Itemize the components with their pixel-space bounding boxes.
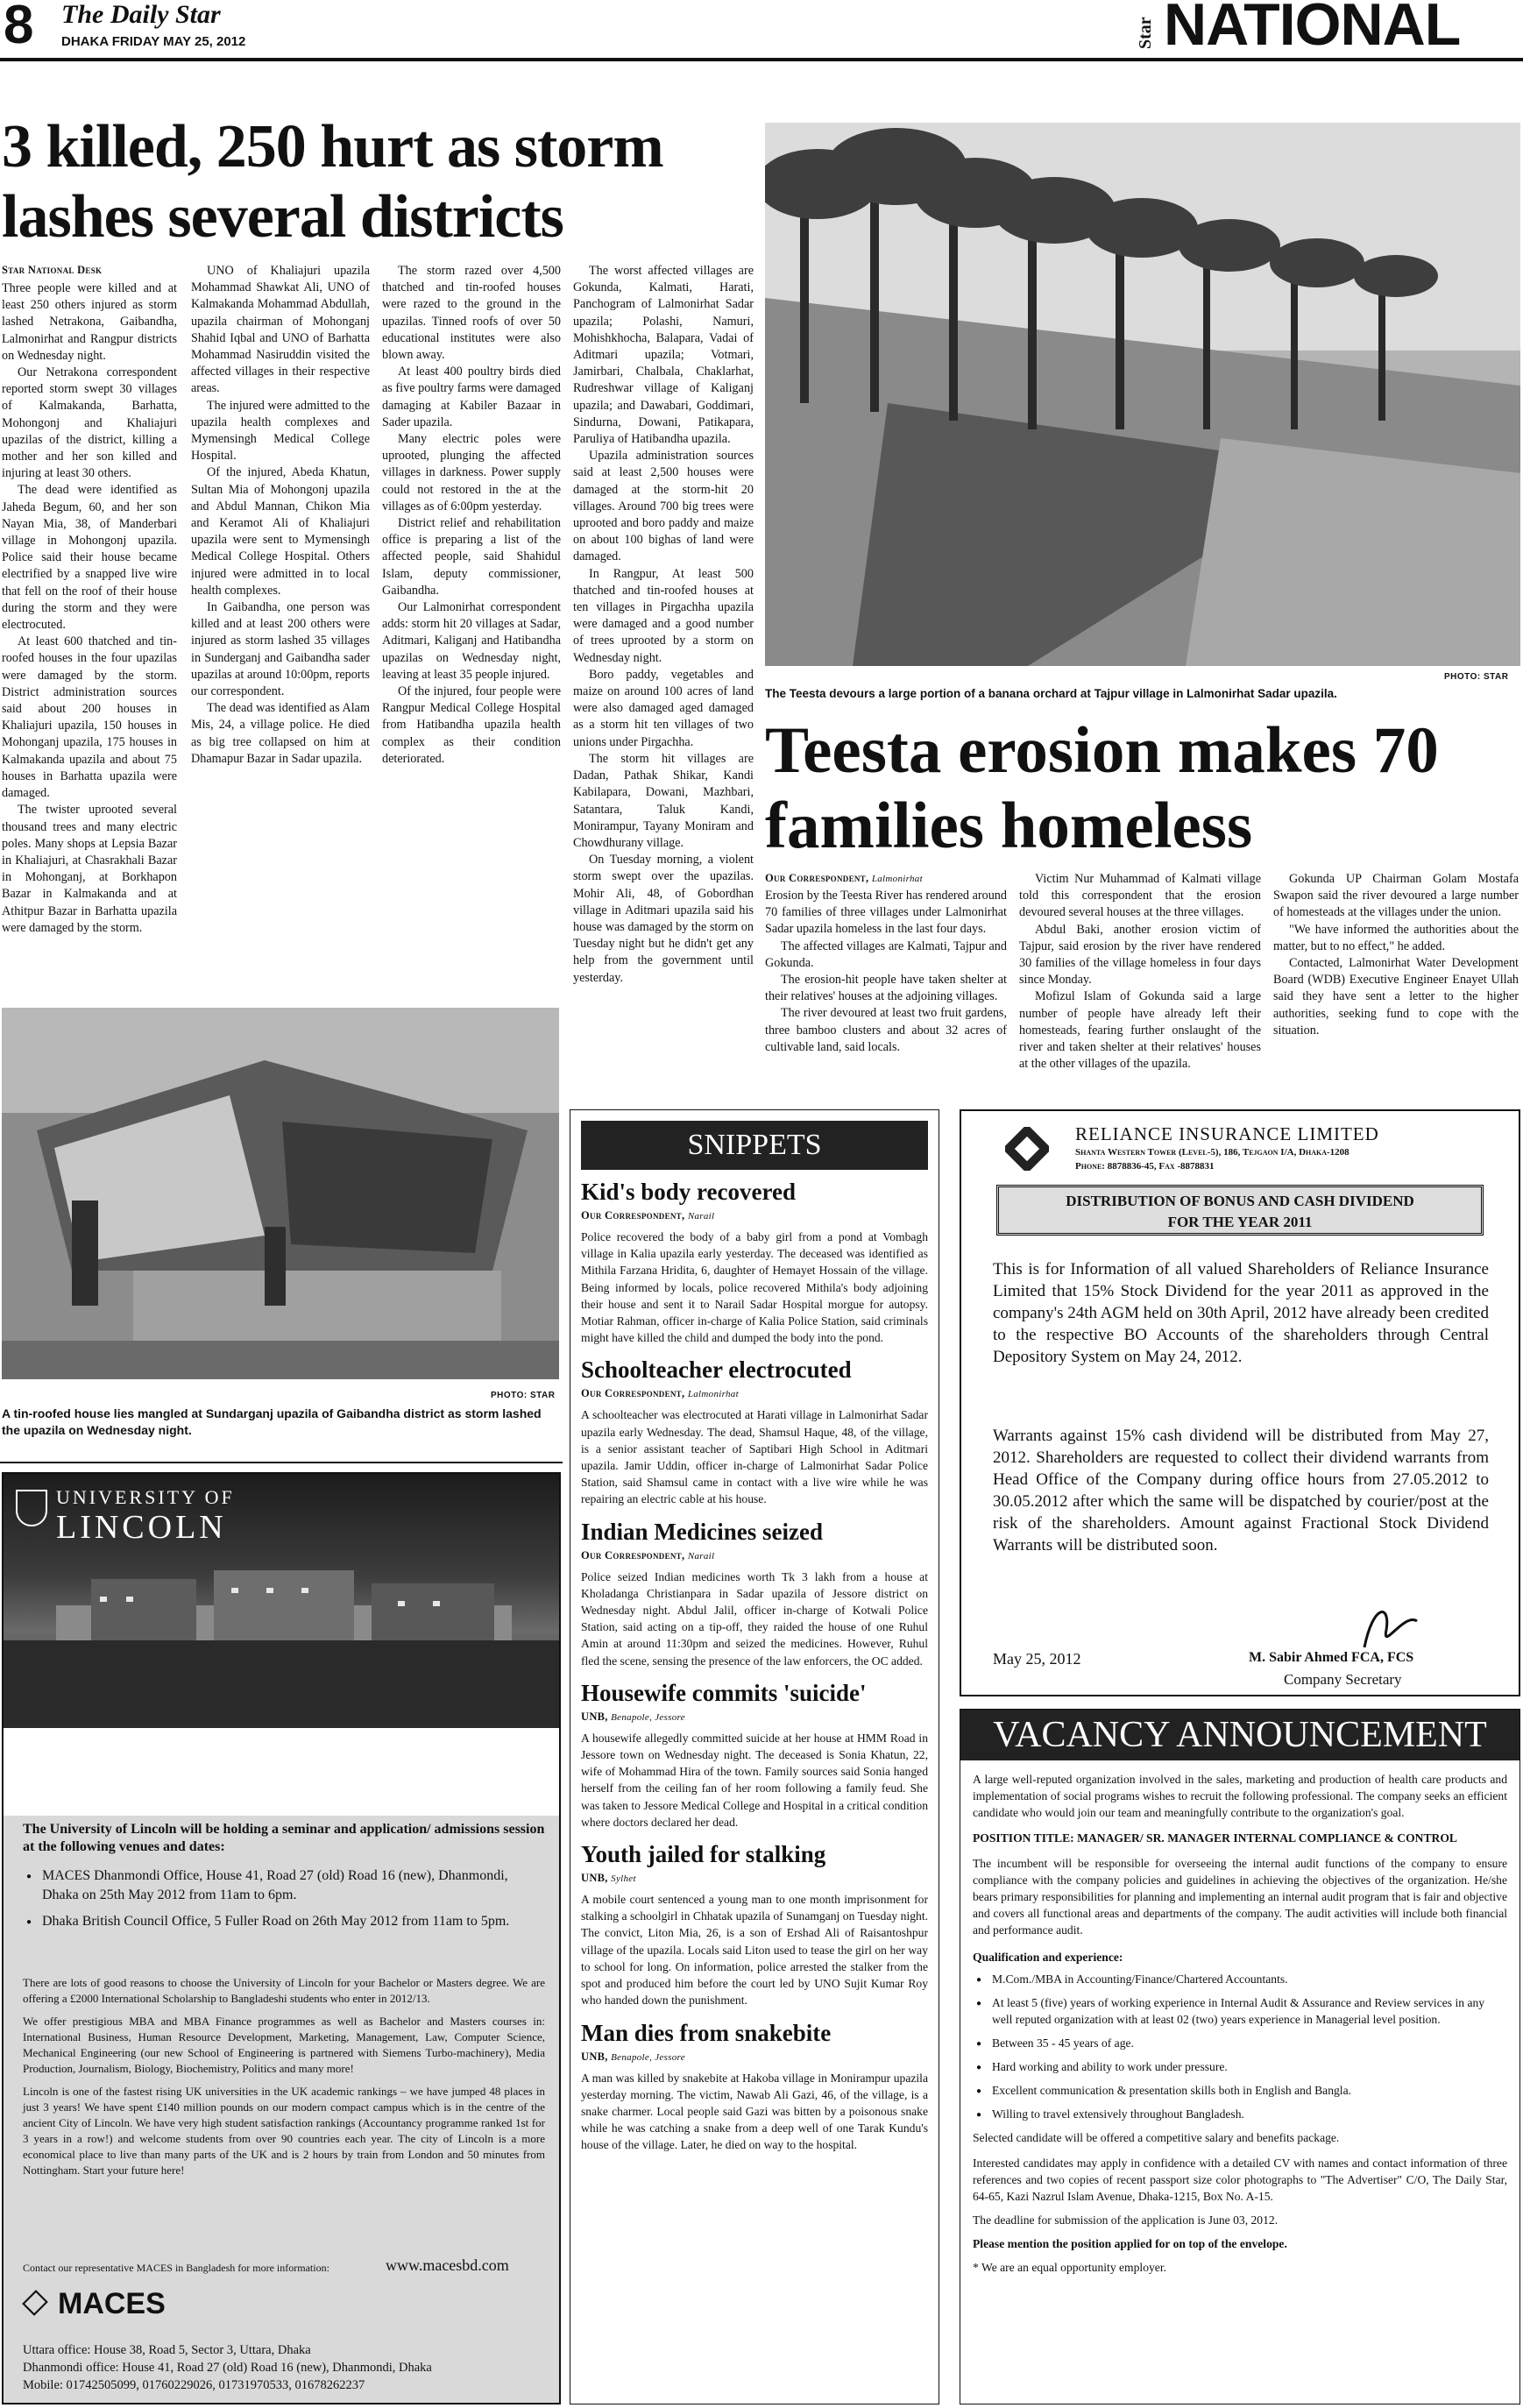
story1-paragraph: Three people were killed and at least 250 others injured as storm lashed Netrakona, Gaibandha, Lalmonirhat and Rangpur districts on Wednesday night.: [2, 281, 177, 363]
story1-paragraph: The injured were admitted to the upazila health complexes and Mymensingh Medical College Hospital.: [191, 398, 370, 464]
story1-paragraph: The twister uprooted several thousand trees and many electric poles. Many shops at Lepsia Bazar in Khaliajuri, at Chasrakhali Bazar in Mohonganj, at Borkhapon Bazar in Kalmakanda and at Athitpur Bazar in Barhatta upazila were damaged by the storm.: [2, 803, 177, 935]
university-name-line1: UNIVERSITY OF: [56, 1486, 235, 1508]
reliance-notice-title: DISTRIBUTION OF BONUS AND CASH DIVIDEND FOR THE YEAR 2011: [996, 1185, 1484, 1236]
snippets-title: SNIPPETS: [581, 1121, 928, 1170]
snippet-byline-place: Narail: [687, 1211, 715, 1222]
story2-paragraph: The affected villages are Kalmati, Tajpur and Gokunda.: [765, 938, 1007, 970]
venue-item: ● MACES Dhanmondi Office, House 41, Road 27 (old) Road 16 (new), Dhanmondi, Dhaka on 25th May 2012 from 11am to 6pm.: [23, 1866, 545, 1905]
story1-paragraph: Upazila administration sources said at least 2,500 houses were damaged at the storm-hit 20 villages. Around 700 big trees were uprooted and boro paddy and maize on about 100 bighas of land were damaged.: [573, 449, 754, 564]
snippet-body: A schoolteacher was electrocuted at Harati village in Lalmonirhat Sadar upazila early Wednesday. The dead, Shamsul Haque, 48, of the village, is a senior assistant teacher of Saptibari High School in Aditmari upazila. Jamir Uddin, officer in-charge of Lalmonirhat Sadar Police Station, said Shamsul came in contact with a live wire while he was repairing an electric cable at his house.: [581, 1408, 928, 1506]
story2-byline-place: Lalmonirhat: [871, 874, 923, 884]
page-number: 8: [4, 0, 34, 55]
snippet-byline-place: Benapole, Jessore: [611, 1711, 685, 1723]
lincoln-contact-text: Contact our representative MACES in Bangladesh for more information:: [23, 2262, 329, 2274]
venue-item: ● Dhaka British Council Office, 5 Fuller Road on 26th May 2012 from 11am to 5pm.: [23, 1912, 545, 1931]
story1-paragraph: In Rangpur, At least 500 thatched and tin-roofed houses at ten villages in Pirgachha upazila were damaged and a good number of trees uprooted by a storm on Wednesday night.: [573, 566, 754, 665]
qualification-item: ● M.Com./MBA in Accounting/Finance/Chartered Accountants.: [973, 1971, 1507, 1987]
snippet: [581, 1678, 928, 1831]
lincoln-ad: [2, 1472, 561, 2404]
signature-icon: [1356, 1595, 1426, 1656]
storm-photo: [2, 1008, 559, 1379]
reliance-ad: [960, 1109, 1520, 1696]
vacancy-apply: Interested candidates may apply in confidence with a detailed CV with names and contact information of three references and two copies of recent passport size color photographs to "The Advertiser" C/O, The Daily Star, 64-65, Kazi Nazrul Islam Avenue, Dhaka-1215, Box No. A-15.: [973, 2157, 1507, 2203]
snippet-title: Housewife commits 'suicide': [581, 1679, 867, 1706]
reliance-logo-icon: [1005, 1127, 1049, 1171]
story2-paragraph: Gokunda UP Chairman Golam Mostafa Swapon said the river devoured a large number of homesteads at the villages under the union.: [1273, 872, 1519, 920]
story1-paragraph: The worst affected villages are Gokunda, Kalmati, Harati, Panchogram of Lalmonirhat Sadar upazila; Polashi, Namuri, Mohishkhocha, Balapara, Vadai of Aditmari upazila; Votmari, Jamirbari, Chalbala, Chaklarhat, Rudreshwar village of Kaliganj upazila; and Dawabari, Goddimari, Sindurna, Dowani, Patikapara, Paruliya of Hatibandha upazila.: [573, 264, 754, 447]
reliance-signatory: M. Sabir Ahmed FCA, FCS: [1249, 1650, 1414, 1665]
masthead-rule: [0, 58, 1523, 61]
snippet-title: Schoolteacher electrocuted: [581, 1356, 852, 1384]
story1-paragraph: The storm razed over 4,500 thatched and tin-roofed houses were razed to the ground in the upazilas. Tinned roofs of over 50 educational institutes were also blown away.: [382, 264, 561, 363]
vacancy-qual-heading: Qualification and experience:: [973, 1951, 1123, 1964]
storm-photo-credit: PHOTO: STAR: [491, 1391, 556, 1400]
story1-paragraph: At least 600 thatched and tin-roofed houses in the four upazilas were damaged by the storm. District administration sources said about 200 houses in Khaliajuri upazila, 150 houses in Mohonganj upazila, 175 houses in Kalmakanda upazila and about 75 houses in Barhatta upazila were damaged.: [2, 634, 177, 801]
story1-paragraph: The dead was identified as Alam Mis, 24, a village police. He died as big tree collapsed on him at Dhamapur Bazar in Sadar upazila.: [191, 701, 370, 766]
snippet-title: Kid's body recovered: [581, 1179, 797, 1205]
snippet: [581, 1177, 928, 1346]
reliance-address: Shanta Western Tower (Level-5), 186, Tejgaon I/A, Dhaka-1208: [1075, 1147, 1349, 1158]
maces-office-line: Uttara office: House 38, Road 5, Sector 3, Uttara, Dhaka: [23, 2343, 311, 2357]
snippets-box: [570, 1109, 939, 2404]
vacancy-body: [960, 1760, 1519, 2286]
university-name-line2: LINCOLN: [56, 1509, 227, 1546]
snippet-byline-name: UNB: [581, 1710, 606, 1723]
teesta-photo-caption: The Teesta devours a large portion of a banana orchard at Tajpur village in Lalmonirhat Sadar upazila.: [765, 687, 1337, 700]
story2-paragraph: "We have informed the authorities about the matter, but to no effect," he added.: [1273, 922, 1519, 953]
snippet-body: Police recovered the body of a baby girl from a pond at Vombagh village in Kalia upazila early yesterday. The deceased was identified as Mithila Farzana Hridita, 6, daughter of Hemayet Hossain of the village. Being informed by locals, police recovered Mithila's body adjoining their house and sent it to Narail Sadar Hospital morgue for autopsy. Motiar Rahman, officer in-charge of Kalia Police Station, said criminals might have killed the child and dumped the body into the pond.: [581, 1230, 928, 1345]
maces-offices: [23, 2341, 549, 2394]
snippet-body: A man was killed by snakebite at Hakoba village in Monirampur upazila yesterday morning. The victim, Nawab Ali Gazi, 46, of the village, is a snake charmer. Local people said Gazi was bitten by a poisonous snake while he was catching a snake from a deep well of one Tarak Kundu's house of the village. Later, he died on way to the hospital.: [581, 2071, 928, 2152]
snippets-list: [570, 1177, 939, 2154]
story1-paragraph: In Gaibandha, one person was killed and at least 200 others were injured as storm lashed 35 villages in Sunderganj and Gaibandha sader upazilas at around 10:00pm, reports our correspondent.: [191, 600, 370, 699]
lincoln-intro: The University of Lincoln will be holding a seminar and application/ admissions session at the following venues and dates:: [23, 1822, 545, 1854]
story1-column-1: [2, 263, 177, 1004]
snippet: [581, 1355, 928, 1507]
vacancy-deadline: The deadline for submission of the application is June 03, 2012.: [973, 2213, 1279, 2227]
vacancy-qualifications: [973, 1971, 1507, 2122]
story2-column-1: [765, 871, 1007, 1090]
story1-paragraph: Of the injured, Abeda Khatun, Sultan Mia of Mohongonj upazila and Abdul Mannan, Chikon Mia and Keramot Ali of Khaliajuri upazila were sent to Mymensingh Medical College Hospital. Others injured were admitted in to local health complexes.: [191, 465, 370, 598]
snippet-byline: UNB, Benapole, Jessore: [581, 1710, 685, 1723]
star-mark: Star: [1136, 17, 1155, 49]
lincoln-banner: Meet us in Bangladesh this May!: [25, 1733, 454, 1810]
lincoln-paragraph: There are lots of good reasons to choose the University of Lincoln for your Bachelor or Masters degree. We are offering a £2000 International Scholarship to Bangladeshi students who enter in 2012/13.: [23, 1976, 545, 2005]
issue-date: DHAKA FRIDAY MAY 25, 2012: [61, 34, 246, 49]
snippet-byline-name: Our Correspondent: [581, 1387, 682, 1400]
story1-column-3: [382, 263, 561, 1004]
lincoln-crest-icon: [16, 1490, 47, 1526]
teesta-photo-credit: PHOTO: STAR: [1444, 672, 1509, 682]
snippet-body: A housewife allegedly committed suicide at her house at HMM Road in Jessore town on Wednesday night. The deceased is Sonia Khatun, 22, wife of Mohammad Hira of the town. Family sources said Sonia hanged herself from the ceiling fan of her room following a family feud. She was taken to Jessore Medical College and Hospital in a critical condition where doctors declared her dead.: [581, 1731, 928, 1829]
snippet-byline-name: Our Correspondent: [581, 1548, 682, 1562]
story2-paragraph: The river devoured at least two fruit gardens, three bamboo clusters and about 32 acres of cultivable land, said locals.: [765, 1006, 1007, 1054]
maces-office-line: Dhanmondi office: House 41, Road 27 (old) Road 16 (new), Dhanmondi, Dhaka: [23, 2361, 432, 2375]
story2-paragraph: Mofizul Islam of Gokunda said a large number of people have already left their homesteads, fearing further onslaught of the river and taken shelter at their relatives' houses at the other villages of the upazila.: [1019, 989, 1261, 1072]
story1-paragraph: The dead were identified as Jaheda Begum, 60, and her son Nayan Mia, 38, of Manderbari village in Mohongonj upazila. Police said their house became electrified by a snapped live wire that fell on the roof of their house during the storm and they were electrocuted.: [2, 483, 177, 633]
snippet-title: Man dies from snakebite: [581, 2019, 832, 2046]
story1-paragraph: Of the injured, four people were Rangpur Medical College Hospital from Hatibandha upazila health complex as their condition deteriorated.: [382, 684, 561, 766]
story1-paragraph: The storm hit villages are Dadan, Pathak Shikar, Kandi Kabilapara, Dowani, Mazhbari, Satantara, Taluk Kandi, Monirampur, Tayany Moniram and Chowdhurany village.: [573, 751, 754, 850]
qualification-item: ● Willing to travel extensively throughout Bangladesh.: [973, 2106, 1507, 2122]
story2-paragraph: Contacted, Lalmonirhat Water Development Board (WDB) Executive Engineer Enayet Ullah said they have sent a letter to the higher authorities, seeking fund to cope with the situation.: [1273, 956, 1519, 1038]
reliance-date: May 25, 2012: [993, 1650, 1081, 1668]
storm-photo-illustration: [2, 1008, 559, 1379]
paper-name: The Daily Star: [61, 0, 221, 29]
section-title: NATIONAL: [1164, 0, 1461, 58]
lincoln-paragraphs: [23, 1975, 545, 2178]
vacancy-equal: * We are an equal opportunity employer.: [973, 2261, 1166, 2274]
story2-paragraph: Abdul Baki, another erosion victim of Tajpur, said erosion by the river have rendered 30 families of the village homeless in four days since Monday.: [1019, 922, 1261, 988]
story1-paragraph: On Tuesday morning, a violent storm swept over the upazilas. Mohir Ali, 48, of Gobordhan village in Aditmari upazila said his house was damaged by the storm on Tuesday night but he didn't get any help from the government until yesterday.: [573, 853, 754, 985]
reliance-paragraph-2: Warrants against 15% cash dividend will be distributed from May 27, 2012. Shareholders are requested to collect their dividend warrants from Head Office of the Company during office hours from 27.05.2012 to 30.05.2012 after which the same will be dispatched by courier/post at the risk of the shareholders. Amount against Fractional Stock Dividend Warrants will be distributed soon.: [993, 1427, 1489, 1555]
qualification-item: ● Between 35 - 45 years of age.: [973, 2035, 1507, 2051]
snippet-byline-name: UNB: [581, 1872, 606, 1885]
lincoln-paragraph: We offer prestigious MBA and MBA Finance programmes as well as Bachelor and Masters courses in: International Business, Human Resource Development, Marketing, Management, Law, Computer Science, Mechanical Engineering (our new School of Engineering is partnered with Siemens Turbo-machinery), Media Production, Journalism, Biology, Biochemistry, Politics and many more!: [23, 2015, 545, 2075]
vacancy-mention: Please mention the position applied for on top of the envelope.: [973, 2237, 1287, 2250]
story2-paragraph: Erosion by the Teesta River has rendered around 70 families of three villages under Lalmonirhat Sadar upazila homeless in the last four days.: [765, 889, 1007, 937]
story1-paragraph: District relief and rehabilitation office is preparing a list of the affected people, said Shahidul Islam, deputy commissioner, Gaibandha.: [382, 516, 561, 598]
snippet: [581, 1839, 928, 2008]
snippet-byline: Our Correspondent, Narail: [581, 1209, 715, 1222]
vacancy-duties: The incumbent will be responsible for overseeing the internal audit functions of the company to ensure compliance with the company policies and guidelines in achieving the objectives of the organization. He/she bears primary responsibilities for planning and implementing an internal audit program that is fair and objective and covers all functional areas and departments of the company. The audit activities will include both financial and performance audit.: [973, 1857, 1507, 1937]
snippet-byline: Our Correspondent, Lalmonirhat: [581, 1387, 739, 1400]
story1-column-2: [191, 263, 370, 1004]
snippet-byline: UNB, Benapole, Jessore: [581, 2050, 685, 2063]
qualification-item: ● Excellent communication & presentation skills both in English and Bangla.: [973, 2082, 1507, 2099]
reliance-designation: Company Secretary: [1284, 1671, 1402, 1688]
story1-paragraph: UNO of Khaliajuri upazila Mohammad Shawkat Ali, UNO of Kalmakanda Mohammad Abdullah, upazila chairman of Mohonganj Shahid Iqbal and UNO of Barhatta Mohammad Nasiruddin visited the affected villages in their respective areas.: [191, 264, 370, 396]
teesta-photo-illustration: [765, 123, 1520, 666]
snippet-byline-name: Our Correspondent: [581, 1209, 682, 1222]
story1-paragraph: Our Lalmonirhat correspondent adds: storm hit 20 villages at Sadar, Aditmari, Kaliganj and Hatibandha upazilas on Wednesday night, leaving at least 35 people injured.: [382, 600, 561, 682]
lincoln-venues: [23, 1866, 545, 1938]
story1-paragraph: Boro paddy, vegetables and maize on around 100 acres of land were also damaged aged damaged as a storm hit ten villages of two unions under Pirgachha.: [573, 667, 754, 749]
qualification-item: ● Hard working and ability to work under pressure.: [973, 2058, 1507, 2075]
snippet-byline: Our Correspondent, Narail: [581, 1548, 715, 1562]
snippet-byline: UNB, Sylhet: [581, 1872, 636, 1885]
story1-byline: Star National Desk: [2, 264, 103, 276]
snippet-title: Indian Medicines seized: [581, 1518, 824, 1545]
snippet-body: Police seized Indian medicines worth Tk 3 lakh from a house at Kholadanga Christianpara in Sadar upazila of Jessore district on Wednesday night. Abdul Jalil, officer in-charge of Kotwali Police Station, said acting on a tip-off, they raided the house of one Ruhul Amin at around 11:30pm and seized the medicines. However, Ruhul fled the scene, sensing the presence of the law enforcers, the OC added.: [581, 1569, 928, 1668]
teesta-photo: [765, 123, 1520, 666]
qualification-item: ● At least 5 (five) years of working experience in Internal Audit & Assurance and Review services in any well reputed organization with at least 02 (two) years experience in Managerial level position.: [973, 1994, 1507, 2028]
lincoln-paragraph: Lincoln is one of the fastest rising UK universities in the UK academic rankings – we have jumped 48 places in just 3 years! We have spent £140 million pounds on our modern compact campus which is in the centre of the ancient City of Lincoln. We have very high student satisfaction rankings (Accountancy programme ranked 1st for 3 years in a row!) and welcome students from over 90 countries each year. The city of Lincoln is a more economical place to live than many parts of the UK and is 2 hours by train from London and 50 minutes from Nottingham. Start your future here!: [23, 2085, 545, 2177]
vacancy-intro: A large well-reputed organization involved in the sales, marketing and production of health care products and implementation of social programs wishes to recruit the following professional. The company seeks an efficient candidate who would join our team and meaningfully contribute to the organization's goal.: [973, 1773, 1507, 1819]
snippet-title: Youth jailed for stalking: [581, 1841, 826, 1868]
lincoln-website-link[interactable]: www.macesbd.com: [386, 2256, 509, 2274]
story2-headline: Teesta erosion makes 70 families homeless: [765, 714, 1439, 862]
reliance-company-name: RELIANCE INSURANCE LIMITED: [1075, 1123, 1379, 1144]
snippet-byline-name: UNB: [581, 2050, 606, 2063]
storm-photo-caption: A tin-roofed house lies mangled at Sundarganj upazila of Gaibandha district as storm lashed the upazila on Wednesday night.: [2, 1406, 542, 1437]
snippet: [581, 1517, 928, 1669]
story2-byline: Our Correspondent, Lalmonirhat: [765, 872, 923, 884]
maces-name: MACES: [58, 2287, 166, 2320]
reliance-paragraph-1: This is for Information of all valued Shareholders of Reliance Insurance Limited that 15% Stock Dividend for the year 2011 as approved in the company's 24th AGM held on 30th April, 2012 have already been credited to the respective BO Accounts of the shareholders through Central Depository System on May 24, 2012.: [993, 1260, 1489, 1366]
vacancy-ad: [960, 1709, 1520, 2404]
story1-headline: 3 killed, 250 hurt as storm lashes several districts: [2, 113, 663, 251]
story2-byline-name: Our Correspondent: [765, 872, 866, 884]
story2-paragraph: Victim Nur Muhammad of Kalmati village told this correspondent that the erosion devoured several houses at the three villages.: [1019, 872, 1261, 920]
snippet-byline-place: Benapole, Jessore: [611, 2051, 685, 2063]
snippet-body: A mobile court sentenced a young man to one month imprisonment for stalking a schoolgirl in Chhatak upazila of Sunamganj on Tuesday night. The convict, Liton Mia, 26, is a son of Ershad Ali of Raisantoshpur village of the upazila. Locals said Liton used to tease the girl on her way to school for long. On information, police arrested the stalker from the spot and produced him before the court led by UNO Sujit Kumar Roy who handed down the punishment.: [581, 1893, 928, 2008]
vacancy-salary: Selected candidate will be offered a competitive salary and benefits package.: [973, 2131, 1340, 2144]
snippet-byline-place: Narail: [687, 1550, 715, 1562]
story2-column-2: [1019, 871, 1261, 1090]
snippet-byline-place: Lalmonirhat: [687, 1389, 739, 1400]
story1-column-4: [573, 263, 754, 1090]
vacancy-position: POSITION TITLE: MANAGER/ SR. MANAGER INTERNAL COMPLIANCE & CONTROL: [973, 1831, 1457, 1845]
story1-paragraph: At least 400 poultry birds died as five poultry farms were damaged damaging at Kabiler Bazaar in Sader upazila.: [382, 365, 561, 429]
reliance-phone: Phone: 8878836-45, Fax -8878831: [1075, 1161, 1215, 1172]
divider: [0, 1462, 563, 1463]
story1-paragraph: Many electric poles were uprooted, plunging the affected villages in darkness. Power supply could not restored in the at the villages as of 6:00pm yesterday.: [382, 432, 561, 513]
story2-column-3: [1273, 871, 1519, 1090]
story2-paragraph: The erosion-hit people have taken shelter at their relatives' houses at the adjoining villages.: [765, 973, 1007, 1004]
snippet: [581, 2018, 928, 2154]
vacancy-title: VACANCY ANNOUNCEMENT: [960, 1710, 1519, 1760]
snippet-byline-place: Sylhet: [611, 1873, 636, 1885]
story1-paragraph: Our Netrakona correspondent reported storm swept 30 villages of Kalmakanda, Barhatta, Mohongonj and Khaliajuri upazilas of the district, killing a mother and her son killed and injuring at least 30 others.: [2, 365, 177, 481]
maces-office-line: Mobile: 01742505099, 01760229026, 01731970533, 01678262237: [23, 2378, 365, 2392]
